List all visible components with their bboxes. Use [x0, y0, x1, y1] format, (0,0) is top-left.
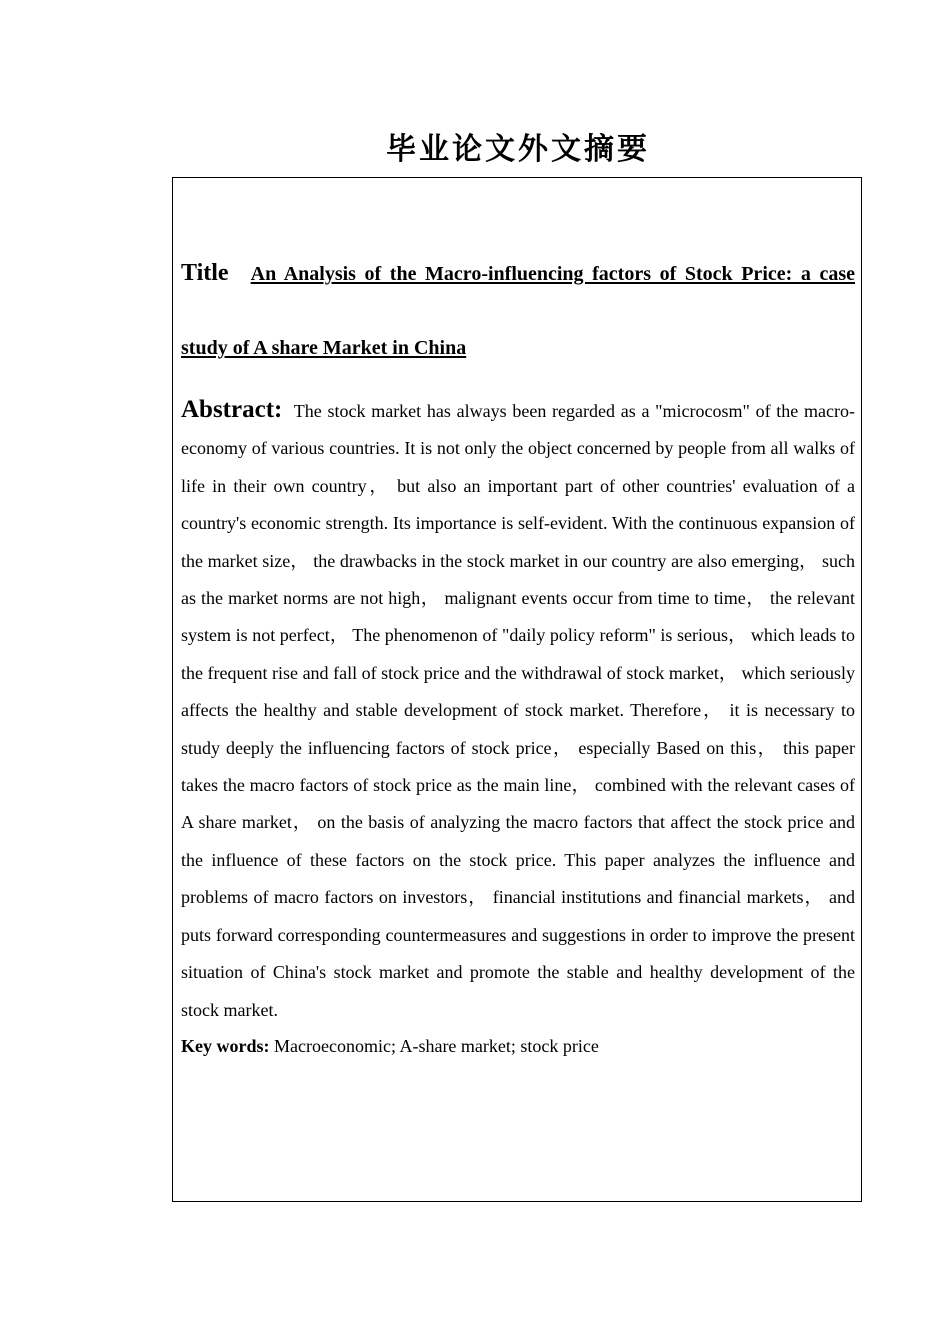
abstract-body: The stock market has always been regarded as a "microcosm" of the macro-economy of various countries. It is not only the object concerned by people from all walks of life in their own country， but also an important part of other countries' evaluation of a country's economic strength. Its importance is self-evident. With the continuous expansion of the market size， the drawbacks in the stock market in our country are also emerging， such as the market norms are not high， malignant events occur from time to time， the relevant system is not perfect， The phenomenon of "daily policy reform" is serious， which leads to the frequent rise and fall of stock price and the withdrawal of stock market， which seriously affects the healthy and stable development of stock market. Therefore， it is necessary to study deeply the influencing factors of stock price， especially Based on this， this paper takes the macro factors of stock price as the main line， combined with the relevant cases of A share market， on the basis of analyzing the macro factors that affect the stock price and the influence of these factors on the stock price. This paper analyzes the influence and problems of macro factors on investors， financial institutions and financial markets， and puts forward corresponding countermeasures and suggestions in order to improve the present situation of China's stock market and promote the stable and healthy development of the stock market. — [181, 401, 855, 1020]
page-title: 毕业论文外文摘要 — [386, 132, 650, 167]
title-section — [181, 236, 855, 385]
abstract-box — [172, 177, 862, 1202]
keywords-label: Key words: — [181, 1035, 270, 1056]
keywords-section — [181, 1029, 855, 1063]
abstract-content — [181, 236, 855, 1063]
thesis-title: An Analysis of the Macro-influencing factors of Stock Price: a case study of A share Market in China — [181, 263, 856, 359]
keywords-list: Macroeconomic; A-share market; stock price — [274, 1035, 599, 1056]
title-label: Title — [181, 260, 229, 286]
abstract-section — [181, 391, 855, 1029]
abstract-label: Abstract: — [181, 396, 283, 423]
